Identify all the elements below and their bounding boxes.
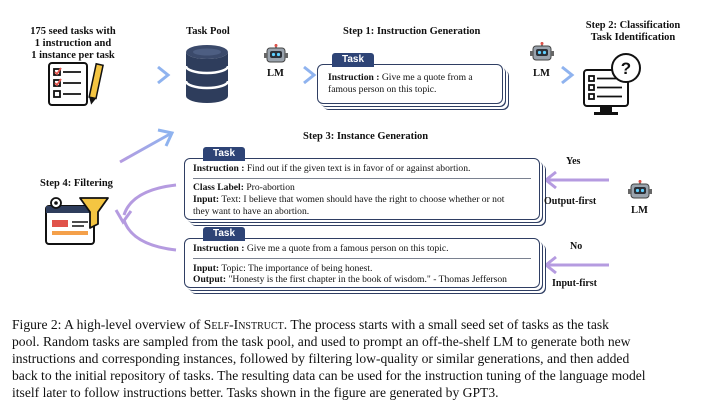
yes-label: Yes — [566, 156, 581, 167]
input-first-task-card — [184, 228, 540, 288]
no-label: No — [570, 241, 583, 252]
class-label-key: Class Label: — [193, 182, 244, 193]
instruction-key: Instruction : — [193, 163, 245, 174]
caption-line-5: itself later to follow instructions better. Tasks shown in the figure are generated by GPT3. — [12, 385, 499, 400]
card-divider — [193, 258, 531, 259]
instruction-key: Instruction : — [328, 72, 380, 83]
figure-caption — [12, 316, 712, 401]
task-tag: Task — [203, 227, 245, 241]
instruction-text: Find out if the given text is in favor of or against abortion. — [246, 163, 471, 174]
input-first-output — [193, 274, 507, 286]
output-text: "Honesty is the first chapter in the book of wisdom." - Thomas Jefferson — [228, 274, 507, 285]
task-tag: Task — [332, 53, 374, 67]
seed-label-line-2: 1 instruction and — [34, 38, 112, 49]
step1-task-card — [317, 54, 503, 104]
filter-funnel-icon — [44, 196, 110, 248]
task-tag: Task — [203, 147, 245, 161]
arrow-seed-to-pool — [118, 67, 168, 83]
input-text-line-1: Text: I believe that women should have the right to choose whether or not — [221, 194, 505, 205]
input-first-instruction — [193, 243, 449, 255]
instruction-text-line-1: Give me a quote from a — [381, 72, 473, 83]
caption-line-3: instructions and corresponding instances, followed by filtering low-quality or similar generations, and then added — [12, 351, 630, 366]
step1-title: Step 1: Instruction Generation — [343, 26, 481, 37]
input-key: Input: — [193, 194, 220, 205]
caption-prefix: Figure 2: A high-level overview of — [12, 317, 204, 332]
arrow-cards-to-filtering — [116, 185, 176, 250]
lm-label-step1: LM — [267, 68, 284, 79]
step2-title-line-2: Task Identification — [590, 32, 676, 43]
output-first-class-label — [193, 182, 295, 194]
arrow-filtering-to-pool — [120, 130, 172, 162]
input-first-input — [193, 263, 372, 275]
step2-title-line-1: Step 2: Classification — [585, 20, 681, 31]
task-pool-title: Task Pool — [186, 26, 230, 37]
class-label-text: Pro-abortion — [246, 182, 295, 193]
output-key: Output: — [193, 274, 227, 285]
seed-tasks-label — [18, 26, 128, 62]
svg-text:?: ? — [620, 59, 632, 78]
card-divider — [193, 178, 531, 179]
caption-line-2: pool. Random tasks are sampled from the task pool, and used to prompt an off-the-shelf LM to generate both new — [12, 334, 631, 349]
output-first-task-card — [184, 148, 540, 220]
output-first-instruction — [193, 163, 470, 175]
robot-icon — [264, 44, 288, 66]
step2-title — [568, 20, 698, 44]
caption-line-4: back to the initial repository of tasks. The resulting data can be used for the instruction tuning of the language model — [12, 368, 646, 383]
instruction-text: Give me a quote from a famous person on this topic. — [246, 243, 449, 254]
instruction-text-line-2: famous person on this topic. — [328, 83, 437, 95]
caption-line-1-rest: . The process starts with a small seed set of tasks as the task — [283, 317, 609, 332]
lm-label-step3: LM — [631, 205, 648, 216]
seed-label-line-1: 175 seed tasks with — [30, 26, 116, 37]
classification-screen-icon — [582, 52, 642, 118]
database-icon — [184, 44, 230, 106]
seed-label-line-3: 1 instance per task — [31, 50, 115, 61]
checklist-icon — [48, 62, 104, 106]
step3-title: Step 3: Instance Generation — [303, 131, 429, 142]
robot-icon — [628, 180, 652, 202]
output-first-label: Output-first — [544, 196, 597, 207]
step1-instruction — [328, 72, 498, 95]
input-text-line-2: they want to have an abortion. — [193, 205, 310, 217]
input-first-label: Input-first — [552, 278, 598, 289]
caption-line-1 — [12, 316, 712, 333]
caption-self-instruct: Self-Instruct — [203, 317, 284, 332]
step4-title: Step 4: Filtering — [40, 178, 113, 189]
input-text: Topic: The importance of being honest. — [221, 263, 373, 274]
robot-icon — [530, 42, 554, 64]
input-key: Input: — [193, 263, 220, 274]
output-first-input — [193, 194, 537, 217]
lm-label-step2: LM — [533, 68, 550, 79]
instruction-key: Instruction : — [193, 243, 245, 254]
